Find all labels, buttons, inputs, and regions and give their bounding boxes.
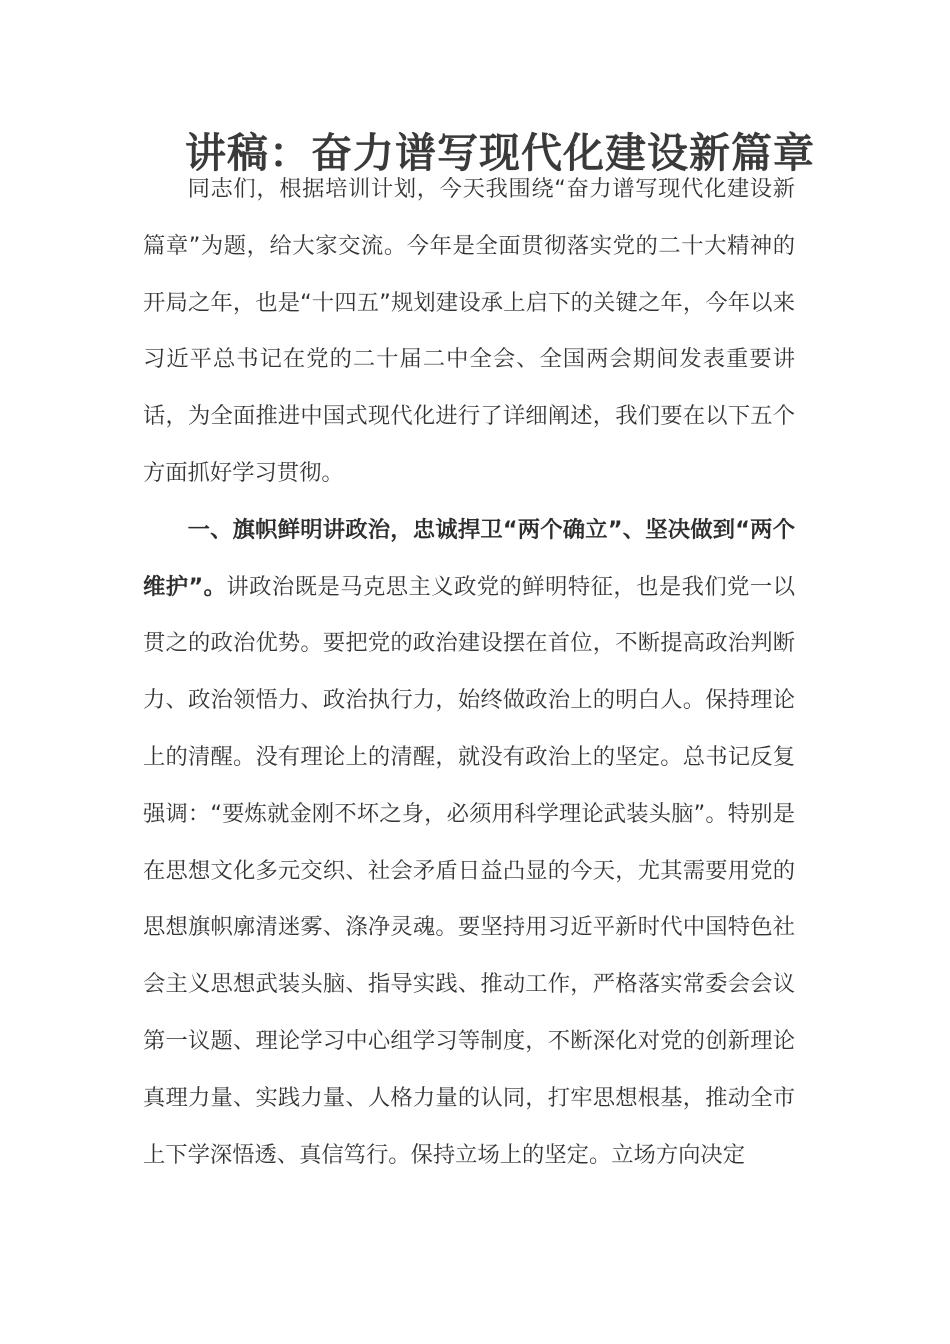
document-title: 讲稿：奋力谱写现代化建设新篇章 xyxy=(185,129,815,177)
section-1-body: 讲政治既是马克思主义政党的鲜明特征，也是我们党一以贯之的政治优势。要把党的政治建设摆在首位，不断提高政治判断力、政治领悟力、政治执行力，始终做政治上的明白人。保持理论上的清醒。没有理论上的清醒，就没有政治上的坚定。总书记反复强调：“要炼就金刚不坏之身，必须用科学理论武装头脑”。特别是在思想文化多元交织、社会矛盾日益凸显的今天，尤其需要用党的思想旗帜廓清迷雾、涤净灵魂。要坚持用习近平新时代中国特色社会主义思想武装头脑、指导实践、推动工作，严格落实常委会会议第一议题、理论学习中心组学习等制度，不断深化对党的创新理论真理力量、实践力量、人格力量的认同，打牢思想根基，推动全市上下学深悟透、真信笃行。保持立场上的坚定。立场方向决定 xyxy=(143,573,795,1168)
intro-paragraph: 同志们，根据培训计划，今天我围绕“奋力谱写现代化建设新篇章”为题，给大家交流。今年是全面贯彻落实党的二十大精神的开局之年，也是“十四五”规划建设承上启下的关键之年，今年以来习近平总书记在党的二十届二中全会、全国两会期间发表重要讲话，为全面推进中国式现代化进行了详细阐述，我们要在以下五个方面抓好学习贯彻。 xyxy=(143,176,795,486)
document-body xyxy=(143,161,795,1183)
section-1-paragraph xyxy=(143,502,795,1184)
section-1-heading: 一、旗帜鲜明讲政治，忠诚捍卫“两个确立”、坚决做到“两个维护”。 xyxy=(143,516,795,600)
